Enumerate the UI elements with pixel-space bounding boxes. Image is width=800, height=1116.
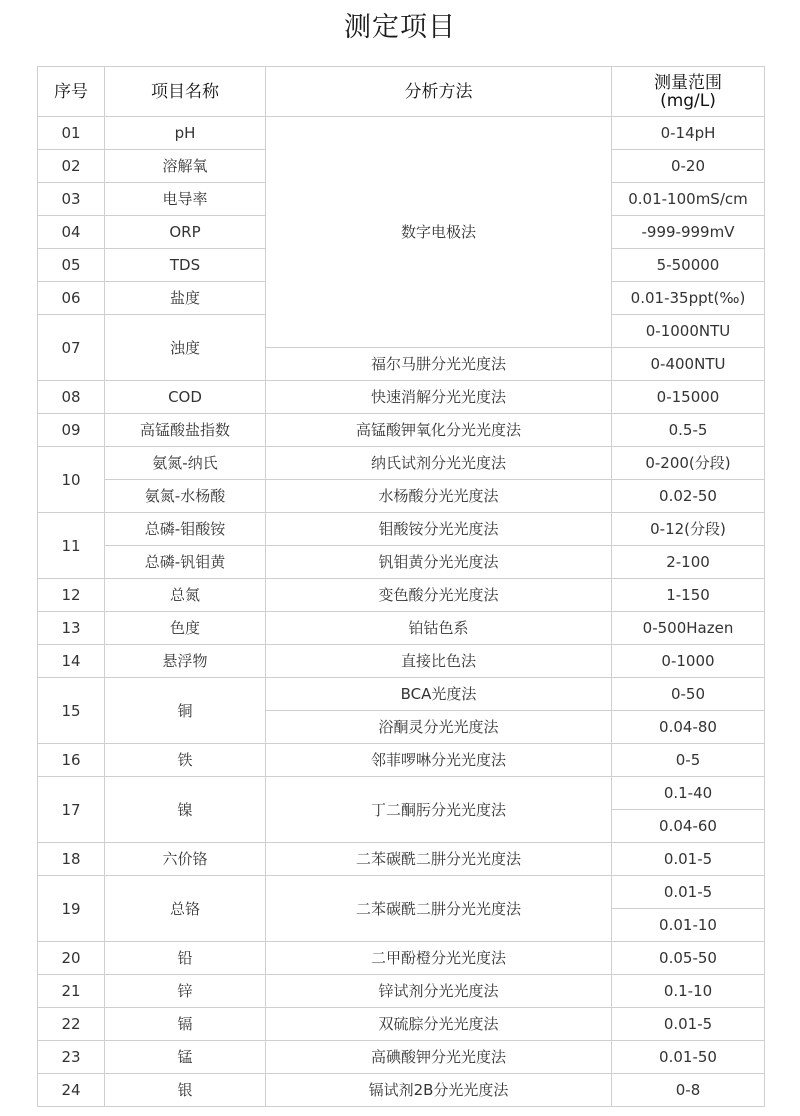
range-cell: 1-150 bbox=[612, 579, 765, 612]
method-cell: 锌试剂分光光度法 bbox=[266, 975, 612, 1008]
range-cell: 0-1000NTU bbox=[612, 315, 765, 348]
range-cell: 0-50 bbox=[612, 678, 765, 711]
range-cell: 0.02-50 bbox=[612, 480, 765, 513]
method-cell: BCA光度法 bbox=[266, 678, 612, 711]
range-cell: 0-5 bbox=[612, 744, 765, 777]
item-name: 总磷-钼酸铵 bbox=[105, 513, 266, 546]
table-row bbox=[38, 546, 765, 579]
range-cell: 0.01-5 bbox=[612, 843, 765, 876]
header-range bbox=[612, 67, 765, 117]
method-cell: 纳氏试剂分光光度法 bbox=[266, 447, 612, 480]
table-row bbox=[38, 447, 765, 480]
item-name: 铜 bbox=[105, 678, 266, 744]
range-cell: 0.01-5 bbox=[612, 876, 765, 909]
item-name: 锰 bbox=[105, 1041, 266, 1074]
range-cell: 5-50000 bbox=[612, 249, 765, 282]
row-no: 08 bbox=[38, 381, 105, 414]
item-name: ORP bbox=[105, 216, 266, 249]
row-no: 02 bbox=[38, 150, 105, 183]
method-cell: 双硫腙分光光度法 bbox=[266, 1008, 612, 1041]
table-row bbox=[38, 744, 765, 777]
item-name: 总磷-钒钼黄 bbox=[105, 546, 266, 579]
range-cell: 0.01-5 bbox=[612, 1008, 765, 1041]
row-no: 14 bbox=[38, 645, 105, 678]
row-no: 05 bbox=[38, 249, 105, 282]
row-no: 01 bbox=[38, 117, 105, 150]
range-cell: 0-500Hazen bbox=[612, 612, 765, 645]
table-row bbox=[38, 678, 765, 711]
table-row bbox=[38, 876, 765, 909]
method-cell: 二甲酚橙分光光度法 bbox=[266, 942, 612, 975]
row-no: 20 bbox=[38, 942, 105, 975]
table-row bbox=[38, 1041, 765, 1074]
item-name: 盐度 bbox=[105, 282, 266, 315]
range-cell: 0.01-50 bbox=[612, 1041, 765, 1074]
method-cell: 快速消解分光光度法 bbox=[266, 381, 612, 414]
method-cell: 镉试剂2B分光光度法 bbox=[266, 1074, 612, 1107]
item-name: COD bbox=[105, 381, 266, 414]
range-cell: 0-200(分段) bbox=[612, 447, 765, 480]
table-row bbox=[38, 1074, 765, 1107]
item-name: 镉 bbox=[105, 1008, 266, 1041]
method-cell: 水杨酸分光光度法 bbox=[266, 480, 612, 513]
row-no: 13 bbox=[38, 612, 105, 645]
item-name: 悬浮物 bbox=[105, 645, 266, 678]
row-no: 24 bbox=[38, 1074, 105, 1107]
method-cell: 铂钴色系 bbox=[266, 612, 612, 645]
item-name: pH bbox=[105, 117, 266, 150]
row-no: 03 bbox=[38, 183, 105, 216]
item-name: 氨氮-纳氏 bbox=[105, 447, 266, 480]
item-name: 镍 bbox=[105, 777, 266, 843]
item-name: 总铬 bbox=[105, 876, 266, 942]
item-name: 六价铬 bbox=[105, 843, 266, 876]
row-no: 10 bbox=[38, 447, 105, 513]
table-row bbox=[38, 414, 765, 447]
method-cell: 变色酸分光光度法 bbox=[266, 579, 612, 612]
range-cell: -999-999mV bbox=[612, 216, 765, 249]
range-cell: 0-12(分段) bbox=[612, 513, 765, 546]
item-name: 铅 bbox=[105, 942, 266, 975]
range-cell: 0.04-80 bbox=[612, 711, 765, 744]
item-name: 氨氮-水杨酸 bbox=[105, 480, 266, 513]
table-row bbox=[38, 612, 765, 645]
range-cell: 0-14pH bbox=[612, 117, 765, 150]
header-no: 序号 bbox=[38, 67, 105, 117]
header-name: 项目名称 bbox=[105, 67, 266, 117]
method-cell: 数字电极法 bbox=[266, 117, 612, 348]
item-name: 溶解氧 bbox=[105, 150, 266, 183]
method-cell: 高锰酸钾氧化分光光度法 bbox=[266, 414, 612, 447]
item-name: 电导率 bbox=[105, 183, 266, 216]
table-row bbox=[38, 381, 765, 414]
range-cell: 0.1-40 bbox=[612, 777, 765, 810]
table-row bbox=[38, 480, 765, 513]
item-name: 铁 bbox=[105, 744, 266, 777]
range-cell: 0-400NTU bbox=[612, 348, 765, 381]
row-no: 22 bbox=[38, 1008, 105, 1041]
page-title: 测定项目 bbox=[344, 12, 456, 43]
method-cell: 直接比色法 bbox=[266, 645, 612, 678]
row-no: 18 bbox=[38, 843, 105, 876]
item-name: 色度 bbox=[105, 612, 266, 645]
range-cell: 0.1-10 bbox=[612, 975, 765, 1008]
table-row bbox=[38, 1008, 765, 1041]
header-range-label: 测量范围 bbox=[654, 72, 722, 93]
method-cell: 丁二酮肟分光光度法 bbox=[266, 777, 612, 843]
range-cell: 0.5-5 bbox=[612, 414, 765, 447]
table-row bbox=[38, 645, 765, 678]
method-cell: 浴酮灵分光光度法 bbox=[266, 711, 612, 744]
method-cell: 二苯碳酰二肼分光光度法 bbox=[266, 843, 612, 876]
range-cell: 0-1000 bbox=[612, 645, 765, 678]
method-cell: 钼酸铵分光光度法 bbox=[266, 513, 612, 546]
table-header-row bbox=[38, 67, 765, 117]
range-cell: 2-100 bbox=[612, 546, 765, 579]
item-name: 高锰酸盐指数 bbox=[105, 414, 266, 447]
table-row bbox=[38, 777, 765, 810]
method-cell: 高碘酸钾分光光度法 bbox=[266, 1041, 612, 1074]
table-row bbox=[38, 942, 765, 975]
row-no: 06 bbox=[38, 282, 105, 315]
row-no: 15 bbox=[38, 678, 105, 744]
range-cell: 0-8 bbox=[612, 1074, 765, 1107]
row-no: 16 bbox=[38, 744, 105, 777]
row-no: 17 bbox=[38, 777, 105, 843]
range-cell: 0.04-60 bbox=[612, 810, 765, 843]
item-name: 总氮 bbox=[105, 579, 266, 612]
table-row bbox=[38, 513, 765, 546]
method-cell: 邻菲啰啉分光光度法 bbox=[266, 744, 612, 777]
range-cell: 0.01-10 bbox=[612, 909, 765, 942]
range-cell: 0-15000 bbox=[612, 381, 765, 414]
range-cell: 0.05-50 bbox=[612, 942, 765, 975]
row-no: 19 bbox=[38, 876, 105, 942]
method-cell: 福尔马肼分光光度法 bbox=[266, 348, 612, 381]
item-name: TDS bbox=[105, 249, 266, 282]
row-no: 09 bbox=[38, 414, 105, 447]
method-cell: 二苯碳酰二肼分光光度法 bbox=[266, 876, 612, 942]
range-cell: 0.01-35ppt(‰) bbox=[612, 282, 765, 315]
row-no: 11 bbox=[38, 513, 105, 579]
item-name: 银 bbox=[105, 1074, 266, 1107]
row-no: 04 bbox=[38, 216, 105, 249]
item-name: 浊度 bbox=[105, 315, 266, 381]
measurement-table bbox=[37, 66, 765, 1107]
range-cell: 0-20 bbox=[612, 150, 765, 183]
table-row bbox=[38, 843, 765, 876]
table-row bbox=[38, 117, 765, 150]
row-no: 23 bbox=[38, 1041, 105, 1074]
table-row bbox=[38, 975, 765, 1008]
row-no: 12 bbox=[38, 579, 105, 612]
range-cell: 0.01-100mS/cm bbox=[612, 183, 765, 216]
header-method: 分析方法 bbox=[266, 67, 612, 117]
item-name: 锌 bbox=[105, 975, 266, 1008]
row-no: 21 bbox=[38, 975, 105, 1008]
table-row bbox=[38, 579, 765, 612]
method-cell: 钒钼黄分光光度法 bbox=[266, 546, 612, 579]
header-range-unit: (mg/L) bbox=[660, 90, 716, 111]
row-no: 07 bbox=[38, 315, 105, 381]
